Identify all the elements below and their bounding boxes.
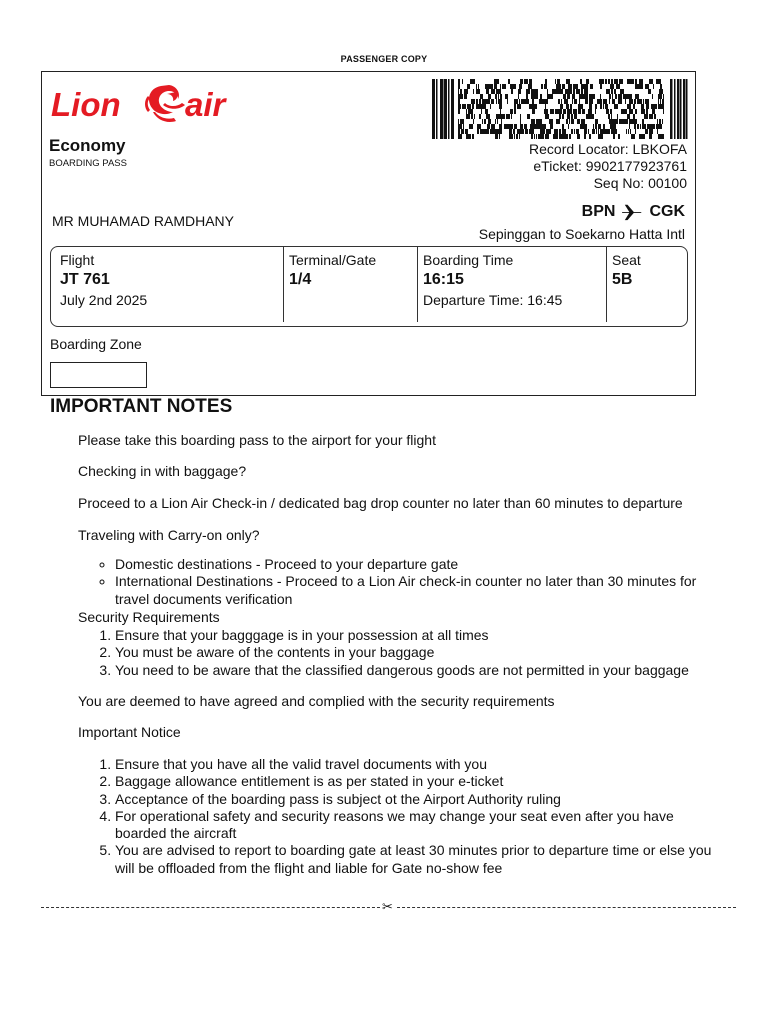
important-list-wrap — [78, 756, 728, 877]
list-item: 1. Ensure that your bagggage is in your possession at all times — [115, 627, 728, 644]
flight-label: Flight — [60, 252, 95, 268]
boarding-pass-card — [41, 71, 696, 396]
record-locator: Record Locator: LBKOFA — [529, 141, 687, 157]
terminal-gate-label: Terminal/Gate — [289, 252, 377, 268]
flight-date: July 2nd 2025 — [60, 292, 148, 308]
pdf417-barcode — [432, 79, 688, 139]
security-list — [78, 627, 728, 679]
terminal-gate-value: 1/4 — [289, 271, 312, 288]
security-list-wrap — [78, 627, 728, 679]
flight-details-box — [50, 246, 688, 327]
baggage-text: Proceed to a Lion Air Check-in / dedicated bag drop counter no later than 60 minutes to departure — [78, 495, 683, 511]
route-description: Sepinggan to Soekarno Hatta Intl — [478, 226, 685, 242]
boarding-time-value: 16:15 — [423, 271, 464, 288]
departure-time: Departure Time: 16:45 — [423, 292, 563, 308]
seat-value: 5B — [612, 271, 633, 288]
carryon-heading: Traveling with Carry-on only? — [78, 527, 260, 543]
list-item: 3. You need to be aware that the classified dangerous goods are not permitted in your baggage — [115, 662, 728, 679]
airplane-icon — [621, 203, 643, 221]
flight-column — [51, 247, 283, 322]
list-item: ◦ International Destinations - Proceed to a Lion Air check-in counter no later than 30 minutes for travel documents verification — [115, 573, 728, 608]
svg-text:air: air — [185, 86, 226, 123]
important-notes-title: IMPORTANT NOTES — [50, 396, 233, 417]
sequence-number: Seq No: 00100 — [593, 175, 687, 191]
agreed-statement: You are deemed to have agreed and complied with the security requirements — [78, 693, 555, 709]
list-item: 5. You are advised to report to boarding gate at least 30 minutes prior to departure time or else you will be offloaded from the flight and liable for Gate no-show fee — [115, 842, 728, 877]
list-item: 2. You must be aware of the contents in your baggage — [115, 644, 728, 661]
seat-label: Seat — [612, 252, 641, 268]
list-item: 2. Baggage allowance entitlement is as per stated in your e-ticket — [115, 773, 728, 790]
boarding-time-column — [417, 247, 606, 322]
pass-type-label: BOARDING PASS — [49, 158, 127, 169]
important-notice-heading: Important Notice — [78, 724, 181, 740]
lion-air-logo — [49, 78, 264, 130]
eticket-number: eTicket: 9902177923761 — [533, 158, 687, 174]
boarding-zone-label: Boarding Zone — [50, 336, 142, 352]
security-heading: Security Requirements — [78, 609, 220, 625]
flight-number: JT 761 — [60, 271, 110, 288]
passenger-name: MR MUHAMAD RAMDHANY — [52, 213, 234, 229]
origin-code: BPN — [581, 203, 616, 220]
boarding-time-label: Boarding Time — [423, 252, 514, 268]
route-codes — [582, 203, 685, 221]
list-item: ◦ Domestic destinations - Proceed to your departure gate — [115, 556, 728, 573]
terminal-gate-column — [283, 247, 417, 322]
list-item: 3. Acceptance of the boarding pass is subject ot the Airport Authority ruling — [115, 791, 728, 808]
passenger-copy-label: PASSENGER COPY — [340, 54, 428, 64]
baggage-heading: Checking in with baggage? — [78, 463, 247, 479]
carryon-list-wrap — [78, 556, 728, 608]
seat-column — [606, 247, 686, 322]
boarding-zone-box — [50, 362, 147, 388]
carryon-list — [78, 556, 728, 608]
list-item: 1. Ensure that you have all the valid travel documents with you — [115, 756, 728, 773]
important-list — [78, 756, 728, 877]
take-pass-note: Please take this boarding pass to the airport for your flight — [78, 432, 436, 448]
destination-code: CGK — [649, 203, 685, 220]
cabin-class: Economy — [49, 136, 126, 155]
scissors-icon: ✂ — [382, 899, 393, 914]
list-item: 4. For operational safety and security reasons we may change your seat even after you have boarded the aircraft — [115, 808, 728, 843]
svg-text:Lion: Lion — [51, 86, 121, 123]
